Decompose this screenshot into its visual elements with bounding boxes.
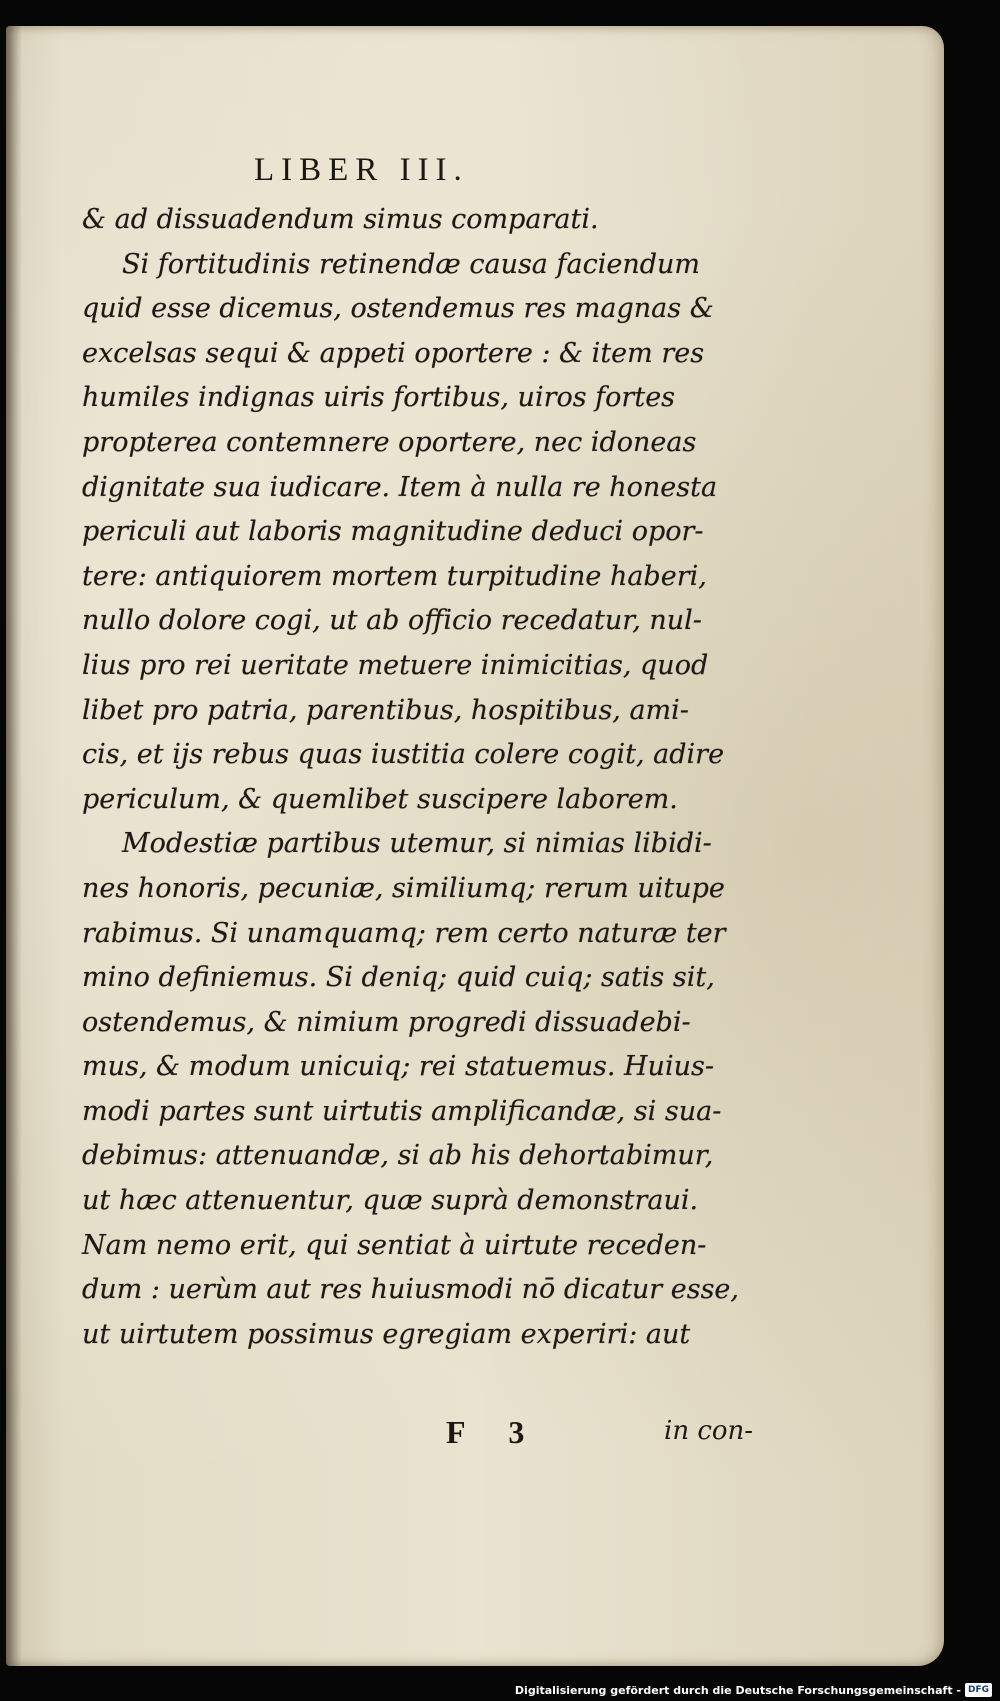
text-line: propterea contemnere oportere, nec idoneas: [82, 426, 697, 458]
text-line: excelsas sequi & appeti oportere : & item res: [82, 337, 705, 369]
text-line: dignitate sua iudicare. Item à nulla re honesta: [82, 471, 718, 503]
credit-text: Digitalisierung gefördert durch die Deutsche Forschungsgemeinschaft -: [514, 1683, 961, 1697]
text-line: Si fortitudinis retinendæ causa faciendum: [122, 248, 700, 280]
running-head: LIBER III.: [254, 152, 469, 188]
text-line: humiles indignas uiris fortibus, uiros fortes: [82, 382, 676, 414]
dfg-logo: DFG: [965, 1683, 992, 1697]
text-line: periculum, & quemlibet suscipere laborem.: [82, 783, 678, 815]
text-line: cis, et ijs rebus quas iustitia colere cogit, adire: [82, 739, 725, 771]
catchword: in con-: [664, 1416, 754, 1446]
signature-mark: F 3: [446, 1414, 543, 1450]
text-line: tere: antiquiorem mortem turpitudine haberi,: [82, 560, 707, 592]
text-line: Modestiæ partibus utemur, si nimias libidi-: [122, 828, 712, 860]
text-line: Nam nemo erit, qui sentiat à uirtute receden-: [82, 1229, 707, 1261]
text-line: mus, & modum unicuiq; rei statuemus. Huius-: [82, 1051, 714, 1083]
text-line: quid esse dicemus, ostendemus res magnas &: [82, 293, 714, 325]
text-line: nullo dolore cogi, ut ab officio recedatur, nul-: [82, 605, 702, 637]
text-line: modi partes sunt uirtutis amplificandæ, si sua-: [82, 1095, 722, 1127]
text-line: ut hæc attenuentur, quæ suprà demonstraui.: [82, 1185, 699, 1217]
book-page: [6, 26, 944, 1666]
text-line: debimus: attenuandæ, si ab his dehortabimur,: [82, 1140, 714, 1172]
body-text: [82, 198, 772, 1357]
text-line: lius pro rei ueritate metuere inimicitias, quod: [82, 649, 709, 681]
text-line: mino definiemus. Si deniq; quid cuiq; satis sit,: [82, 962, 715, 994]
page-gutter-shadow: [6, 26, 22, 1666]
digitization-credit: [515, 1683, 992, 1697]
text-line: ostendemus, & nimium progredi dissuadebi-: [82, 1006, 691, 1038]
text-line: dum : uerùm aut res huiusmodi nō dicatur esse,: [82, 1274, 739, 1306]
text-line: nes honoris, pecuniæ, similiumq; rerum uitupe: [82, 872, 725, 904]
text-line: rabimus. Si unamquamq; rem certo naturæ ter: [82, 917, 726, 949]
text-line: periculi aut laboris magnitudine deduci opor-: [82, 516, 704, 548]
text-line: & ad dissuadendum simus comparati.: [82, 204, 599, 235]
text-line: libet pro patria, parentibus, hospitibus, ami-: [82, 694, 689, 726]
text-line: ut uirtutem possimus egregiam experiri: aut: [82, 1318, 691, 1350]
